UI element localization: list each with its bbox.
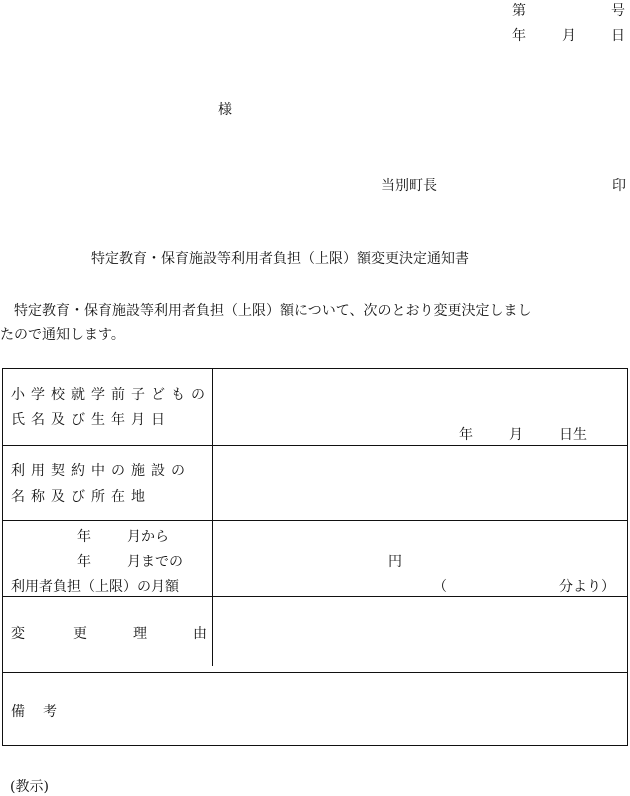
period-to-year: 年	[77, 554, 91, 570]
table-row-reason	[3, 597, 627, 673]
amount-paren-open: （	[433, 579, 447, 595]
reason-label-char: 理	[133, 626, 147, 642]
reason-label-char: 更	[73, 626, 87, 642]
addressee-honorific: 様	[218, 102, 232, 118]
issuer-name: 当別町長	[381, 178, 437, 194]
date-year: 年	[512, 28, 526, 44]
child-birth-day: 日生	[559, 427, 587, 443]
monthly-amount-label: 利用者負担（上限）の月額	[11, 579, 179, 595]
child-label-line1: 小学校就学前子どもの	[11, 387, 211, 403]
issuer-seal: 印	[612, 178, 626, 194]
remarks-label-char: 備	[11, 704, 25, 720]
number-prefix: 第	[512, 3, 526, 19]
child-birth-month: 月	[509, 427, 523, 443]
date-day: 日	[611, 28, 625, 44]
document-title: 特定教育・保育施設等利用者負担（上限）額変更決定通知書	[91, 251, 469, 267]
number-suffix: 号	[611, 3, 625, 19]
child-label-line2: 氏名及び生年月日	[11, 412, 171, 428]
facility-label-line2: 名称及び所在地	[11, 489, 151, 505]
table-row-monthly-amount	[3, 521, 627, 597]
table-row-facility	[3, 446, 627, 521]
date-month: 月	[562, 28, 576, 44]
table-row-child	[3, 369, 627, 446]
period-from-year: 年	[77, 529, 91, 545]
period-from-month: 月から	[127, 529, 169, 545]
child-birth-year: 年	[459, 427, 473, 443]
table-row-remarks	[3, 673, 627, 745]
body-text-line2: たので通知します。	[0, 327, 125, 343]
period-to-month: 月までの	[127, 554, 183, 570]
remarks-label-char: 考	[43, 704, 57, 720]
instruction-heading: (教示)	[10, 779, 49, 795]
amount-paren-close: 分より）	[559, 579, 615, 595]
reason-label-char: 由	[193, 626, 207, 642]
body-text-line1: 特定教育・保育施設等利用者負担（上限）額について、次のとおり変更決定しまし	[14, 303, 532, 319]
notice-table	[2, 368, 628, 746]
facility-label-line1: 利用契約中の施設の	[11, 463, 191, 479]
reason-label-char: 変	[11, 626, 25, 642]
amount-yen: 円	[388, 554, 402, 570]
